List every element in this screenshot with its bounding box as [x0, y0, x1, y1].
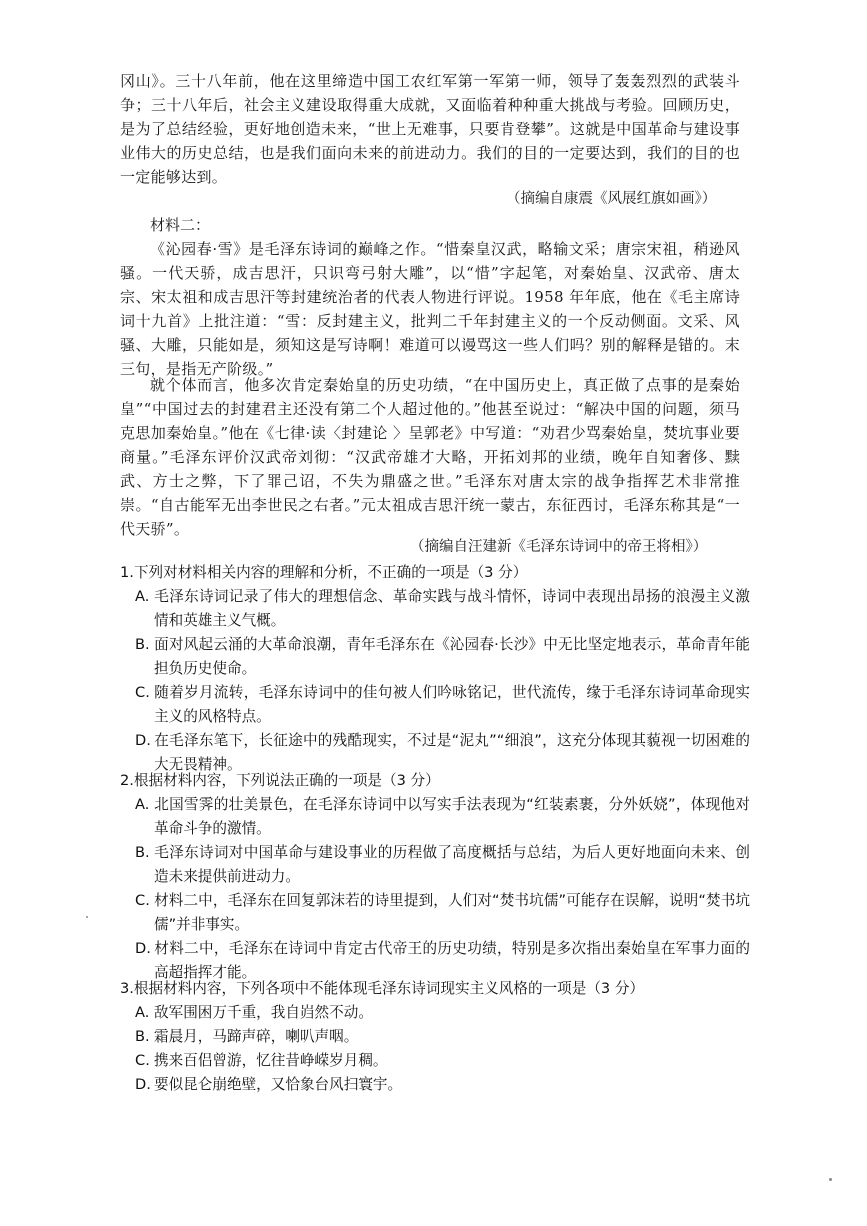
option-letter: A. — [135, 588, 150, 605]
material1-paragraph: 冈山》。三十八年前，他在这里缔造中国工农红军第一军第一师，领导了轰轰烈烈的武装斗争；三十八年后，社会主义建设取得重大成就，又面临着种种重大挑战与考验。回顾历史，是为了总结经验，更好地创造未来，“世上无难事，只要肯登攀”。这就是中国革命与建设事业伟大的历史总结，也是我们面向未来的前进动力。我们的目的一定要达到，我们的目的也一定能够达到。 — [120, 72, 740, 186]
option-letter: B. — [135, 844, 150, 861]
material2-paragraph-1: 《沁园春·雪》是毛泽东诗词的巅峰之作。“惜秦皇汉武，略输文采；唐宗宋祖，稍逊风骚。一代天骄，成吉思汗，只识弯弓射大雕”，以“惜”字起笔，对秦始皇、汉武帝、唐太宗、宋太祖和成吉思汗等封建统治者的代表人物进行评说。1958 年年底，他在《毛主席诗词十九首》上批注道：“雪：反封建主义，批判二千年封建主义的一个反动侧面。文采、风骚、大雕，只能如是，须知这是写诗啊！难道可以谩骂这一些人们吗？别的解释是错的。末三句，是指无产阶级。” — [120, 240, 740, 378]
option-letter: B. — [135, 1028, 150, 1045]
question-2 — [120, 769, 750, 985]
option-letter: D. — [135, 940, 151, 957]
question-stem: 1.下列对材料相关内容的理解和分析，不正确的一项是（3 分） — [120, 564, 528, 581]
material2-source: （摘编自汪建新《毛泽东诗词中的帝王将相》） — [410, 539, 708, 555]
option-text: 材料二中，毛泽东在回复郭沫若的诗里提到，人们对“焚书坑儒”可能存在误解，说明“焚书坑儒”并非事实。 — [154, 892, 750, 933]
option-letter: D. — [135, 732, 151, 749]
option-text: 面对风起云涌的大革命浪潮，青年毛泽东在《沁园春·长沙》中无比坚定地表示，革命青年能担负历史使命。 — [154, 636, 750, 677]
scan-speck — [829, 1178, 832, 1181]
option-b — [120, 633, 750, 681]
option-b — [120, 841, 750, 889]
option-letter: D. — [135, 1076, 151, 1093]
option-letter: C. — [135, 684, 150, 701]
option-a — [120, 585, 750, 633]
option-a — [120, 1001, 750, 1025]
scan-speck — [86, 916, 88, 918]
option-letter: C. — [135, 1052, 150, 1069]
option-b — [120, 1025, 750, 1049]
material2-heading: 材料二： — [150, 216, 211, 234]
option-text: 毛泽东诗词记录了伟大的理想信念、革命实践与战斗情怀，诗词中表现出昂扬的浪漫主义激情和英雄主义气概。 — [154, 588, 750, 629]
option-text: 材料二中，毛泽东在诗词中肯定古代帝王的历史功绩，特别是多次指出秦始皇在军事力面的高超指挥才能。 — [154, 940, 750, 981]
option-text: 北国雪霁的壮美景色，在毛泽东诗词中以写实手法表现为“红装素裹，分外妖娆”，体现他对革命斗争的激情。 — [154, 796, 750, 837]
option-text: 携来百侣曾游，忆往昔峥嵘岁月稠。 — [154, 1052, 388, 1069]
question-stem: 2.根据材料内容，下列说法正确的一项是（3 分） — [120, 772, 440, 789]
material2-paragraph-2: 就个体而言，他多次肯定秦始皇的历史功绩，“在中国历史上，真正做了点事的是秦始皇”“中国过去的封建君主还没有第二个人超过他的。”他甚至说过：“解决中国的问题，须马克思加秦始皇。”他在《七律·读〈封建论 〉呈郭老》中写道：“劝君少骂秦始皇，焚坑事业要商量。”毛泽东评价汉武帝刘彻：“汉武帝雄才大略，开拓刘邦的业绩，晚年自知奢侈、黩武、方士之弊，下了罪己诏，不失为鼎盛之世。”毛泽东对唐太宗的战争指挥艺术非常推崇。“自古能军无出李世民之右者。”元太祖成吉思汗统一蒙古，东征西讨，毛泽东称其是“一代天骄”。 — [120, 376, 740, 538]
option-letter: A. — [135, 1004, 150, 1021]
option-text: 毛泽东诗词对中国革命与建设事业的历程做了高度概括与总结，为后人更好地面向未来、创造未来提供前进动力。 — [154, 844, 750, 885]
question-stem: 3.根据材料内容，下列各项中不能体现毛泽东诗词现实主义风格的一项是（3 分） — [120, 980, 645, 997]
option-c — [120, 889, 750, 937]
material1-source: （摘编自康震《风展红旗如画》） — [506, 191, 717, 207]
option-c — [120, 681, 750, 729]
option-letter: C. — [135, 892, 150, 909]
question-1 — [120, 561, 750, 777]
option-letter: B. — [135, 636, 150, 653]
option-text: 霜晨月，马蹄声碎，喇叭声咽。 — [154, 1028, 359, 1045]
option-letter: A. — [135, 796, 150, 813]
option-text: 敌军围困万千重，我自岿然不动。 — [154, 1004, 373, 1021]
option-a — [120, 793, 750, 841]
option-c — [120, 1049, 750, 1073]
question-3 — [120, 977, 750, 1097]
option-text: 要似昆仑崩绝壁，又恰象台风扫寰宇。 — [154, 1076, 403, 1093]
option-text: 在毛泽东笔下，长征途中的残酷现实，不过是“泥丸”“细浪”，这充分体现其藐视一切困难的大无畏精神。 — [154, 732, 750, 773]
option-d — [120, 1073, 750, 1097]
option-text: 随着岁月流转，毛泽东诗词中的佳句被人们吟咏铭记，世代流传，缘于毛泽东诗词革命现实主义的风格特点。 — [154, 684, 750, 725]
